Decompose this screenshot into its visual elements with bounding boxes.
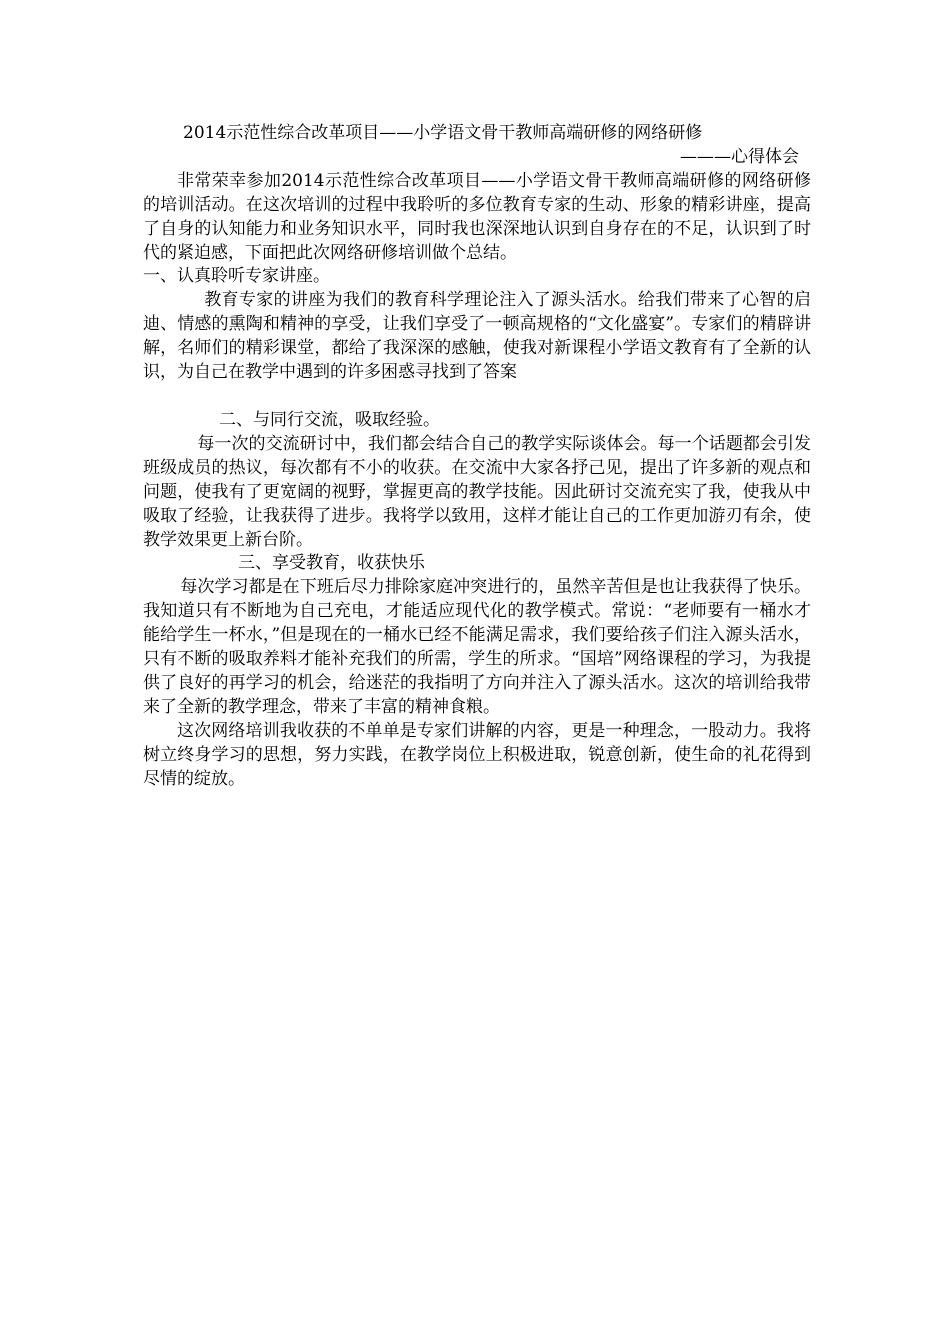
section-2-heading: 二、与同行交流，吸取经验。 — [219, 409, 440, 430]
section-1-body: 教育专家的讲座为我们的教育科学理论注入了源头活水。给我们带来了心智的启迪、情感的熏陶和精神的享受，让我们享受了一顿高规格的“文化盛宴”。专家们的精辟讲解，名师们的精彩课堂，都给了我深深的感触，使我对新课程小学语文教育有了全新的认识，为自己在教学中遇到的许多困惑寻找到了答案 — [143, 290, 811, 383]
intro-paragraph: 非常荣幸参加2014示范性综合改革项目——小学语文骨干教师高端研修的网络研修的培训活动。在这次培训的过程中我聆听的多位教育专家的生动、形象的精彩讲座，提高了自身的认知能力和业务知识水平，同时我也深深地认识到自身存在的不足，认识到了时代的紧迫感，下面把此次网络研修培训做个总结。 — [143, 170, 811, 263]
section-1-heading: 一、认真聆听专家讲座。 — [143, 266, 330, 287]
document-page — [143, 122, 811, 791]
section-3-heading: 三、享受教育，收获快乐 — [238, 553, 425, 574]
document-title: 2014示范性综合改革项目——小学语文骨干教师高端研修的网络研修 — [183, 123, 703, 143]
section-3-body: 每次学习都是在下班后尽力排除家庭冲突进行的，虽然辛苦但是也让我获得了快乐。我知道只有不断地为自己充电，才能适应现代化的教学模式。常说：“老师要有一桶水才能给学生一杯水，”但是现在的一桶水已经不能满足需求，我们要给孩子们注入源头活水，只有不断的吸取养料才能补充我们的所需，学生的所求。“国培”网络课程的学习，为我提供了良好的再学习的机会，给迷茫的我指明了方向并注入了源头活水。这次的培训给我带来了全新的教学理念，带来了丰富的精神食粮。 — [143, 577, 811, 717]
document-subtitle: ———心得体会 — [680, 146, 799, 167]
conclusion-paragraph: 这次网络培训我收获的不单单是专家们讲解的内容，更是一种理念，一股动力。我将树立终身学习的思想，努力实践，在教学岗位上积极进取，锐意创新，使生命的礼花得到尽情的绽放。 — [143, 720, 811, 789]
section-2-body: 每一次的交流研讨中，我们都会结合自己的教学实际谈体会。每一个话题都会引发班级成员的热议，每次都有不小的收获。在交流中大家各抒己见，提出了许多新的观点和问题，使我有了更宽阔的视野，掌握更高的教学技能。因此研讨交流充实了我，使我从中吸取了经验，让我获得了进步。我将学以致用，这样才能让自己的工作更加游刃有余，使教学效果更上新台阶。 — [143, 433, 811, 550]
